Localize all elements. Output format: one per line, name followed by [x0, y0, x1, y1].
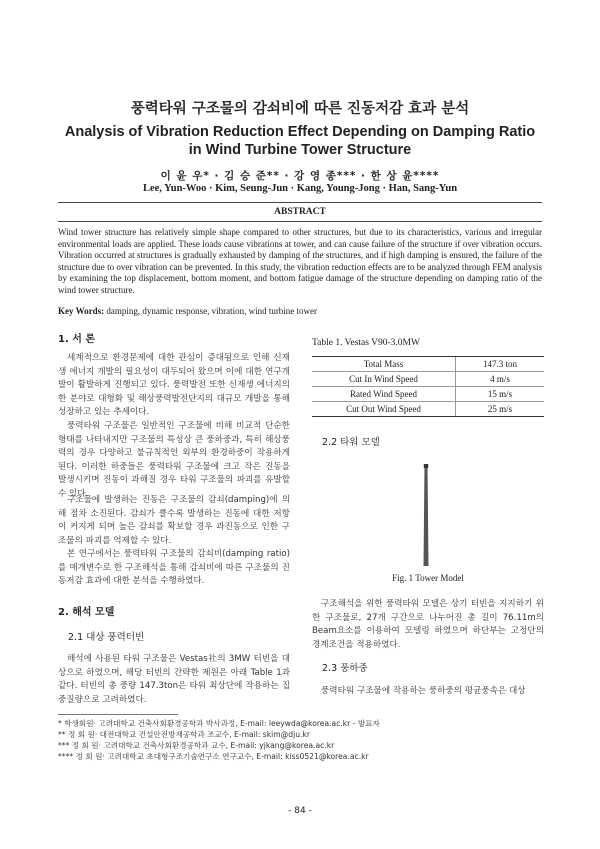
keywords-text: damping, dynamic response, vibration, wind turbine tower [106, 306, 318, 316]
table-cell-label: Rated Wind Speed [312, 387, 456, 402]
section-2-2-heading: 2.2 타워 모델 [322, 437, 380, 448]
footnote: **** 정 회 원· 고려대학교 초대형구조기술연구소 연구교수, E-mail: kiss0521@korea.ac.kr [58, 752, 369, 761]
footnote: *** 정 회 원· 고려대학교 건축사회환경공학과 교수, E-mail: yjkang@korea.ac.kr [58, 741, 335, 750]
paragraph: 구조해석을 위한 풍력타워 모델은 상기 터빈을 지지하기 위한 구조물로, 27개 구간으로 나누어진 총 길이 76.11m의 Beam요소를 이용하여 모델링 하였으며 하단부는 고정단의 경계조건을 적용하였다. [312, 599, 544, 650]
table-1 [312, 356, 544, 417]
footnote: * 학생회원· 고려대학교 건축사회환경공학과 박사과정, E-mail: leeywda@korea.ac.kr - 발표자 [58, 719, 380, 728]
authors-english: Lee, Yun-Woo · Kim, Seung-Jun · Kang, Young-Jong · Han, Sang-Yun [142, 183, 458, 194]
paper-title-korean: 풍력타워 구조물의 감쇠비에 따른 진동저감 효과 분석 [130, 101, 470, 117]
table-cell-value: 25 m/s [456, 402, 545, 417]
section-2-1-heading: 2.1 대상 풍력터빈 [68, 632, 145, 643]
page-number: - 84 - [288, 806, 312, 816]
footnote: ** 정 회 원· 대전대학교 건설안전방재공학과 조교수, E-mail: skim@dju.kr [58, 730, 310, 739]
paragraph: 해석에 사용된 타워 구조물은 Vestas社의 3MW 터빈을 대상으로 하였으며, 해당 터빈의 간략한 제원은 아래 Table 1과 같다. 터빈의 총 중량 147.3ton은 타워 최상단에 작용하는 집중질량으로 고려하였다. [58, 654, 290, 705]
abstract-text: Wind tower structure has relatively simple shape compared to other structures, but due to its characteristics, various and irregular environmental loads are applied. These loads cause vibrations at tower, and can cause failure of the structure if over vibration occurs. Vibration occurred at structures is gradually exhausted by damping of the structures, and if high damping is ensured, the failure of the structure due to over vibration can be prevented. In this study, the vibration reduction effects are to be analyzed through FEM analysis by examining the top displacement, bottom moment, and bottom fatigue damage of the structure depending on damping ratio of the wind tower structure. [58, 227, 542, 295]
divider [58, 221, 542, 222]
table-row [312, 387, 544, 402]
section-1-heading: 1. 서 론 [58, 334, 96, 345]
paragraph: 구조물에 발생하는 진동은 구조물의 감쇠(damping)에 의해 점차 소진된다. 감쇠가 클수록 발생하는 진동에 대한 저항이 커지게 되며 높은 감쇠를 확보할 경우 과진동으로 인한 구조물의 파괴를 억제할 수 있다. [58, 495, 290, 546]
table-1-caption: Table 1. Vestas V90-3.0MW [312, 338, 420, 348]
authors-korean: 이 윤 우* · 김 승 준** · 강 영 종*** · 한 상 윤**** [160, 170, 440, 182]
paragraph: 풍력타워 구조물은 일반적인 구조물에 비해 비교적 단순한 형태를 나타내지만 구조물의 특성상 큰 풍하중과, 특히 해상풍력의 경우 다양하고 불규칙적인 외부의 환경하중이 작용하게 된다. 이러한 하중들은 풍력타워 구조물에 크고 작은 진동을 발생시키며 진동이 과해질 경우 타워 구조물의 파괴를 유발할 수 있다. [58, 421, 290, 499]
keywords-label: Key Words: [58, 306, 105, 316]
paper-title-english: Analysis of Vibration Reduction Effect Depending on Damping Ratio in Wind Turbine Tower Structure [64, 124, 536, 158]
tower-shape [424, 466, 429, 566]
paragraph: 본 연구에서는 풍력타워 구조물의 감쇠비(damping ratio)를 매개변수로 한 구조해석을 통해 감쇠비에 따른 구조물의 진동저감 효과에 대한 분석을 수행하였다. [58, 549, 290, 587]
divider [58, 202, 542, 203]
footnote-divider [58, 714, 178, 715]
figure-1-caption: Fig. 1 Tower Model [392, 573, 464, 583]
table-cell-value: 147.3 ton [456, 357, 545, 372]
section-2-heading: 2. 해석 모델 [58, 607, 115, 618]
tower-model-figure [416, 462, 436, 568]
table-cell-value: 4 m/s [456, 372, 545, 387]
table-row [312, 372, 544, 387]
table-cell-label: Cut Out Wind Speed [312, 402, 456, 417]
table-cell-label: Cut In Wind Speed [312, 372, 456, 387]
table-row [312, 402, 544, 417]
abstract-heading: ABSTRACT [274, 207, 326, 217]
footnotes [58, 718, 542, 762]
paragraph: 풍력타워 구조물에 작용하는 풍하중의 평균풍속은 대상 [321, 686, 526, 696]
paragraph: 세계적으로 환경문제에 대한 관심이 증대됨으로 인해 신재생 에너지 개발의 필요성이 대두되어 왔으며 이에 대한 연구개발이 활발하게 진행되고 있다. 풍력발전 또한 신재생 에너지의 한 분야로 대형화 및 해상풍력발전단지의 대규모 개발을 통해 성장하고 있는 추세이다. [58, 353, 290, 418]
table-row [312, 357, 544, 372]
table-cell-value: 15 m/s [456, 387, 545, 402]
table-cell-label: Total Mass [312, 357, 456, 372]
section-2-3-heading: 2.3 풍하중 [322, 663, 368, 674]
keywords [58, 306, 542, 316]
nacelle-shape [424, 464, 428, 468]
